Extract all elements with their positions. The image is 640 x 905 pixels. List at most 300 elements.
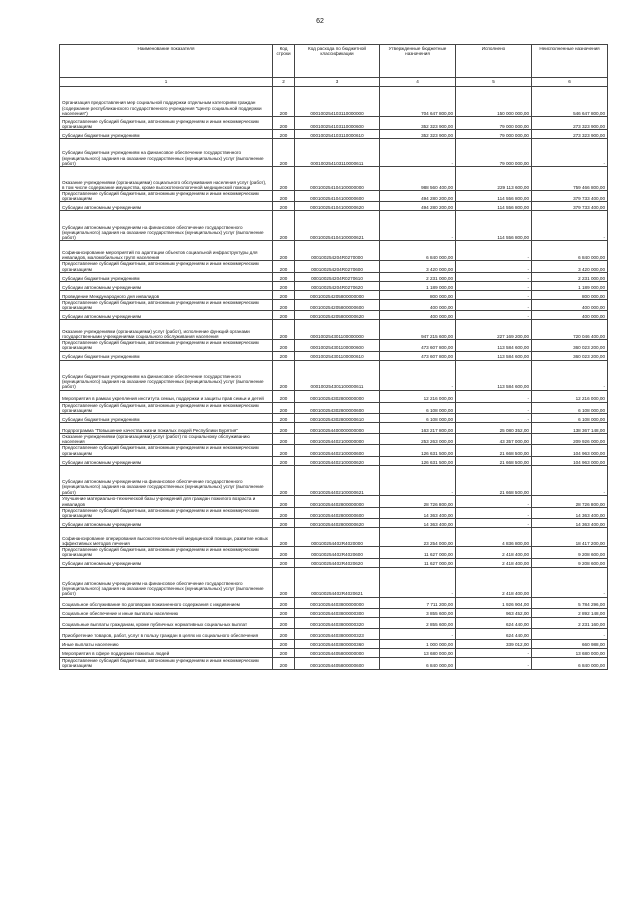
row-line-code-cell: 200: [273, 519, 295, 528]
row-budget-code-cell: 000100254302800000600: [295, 402, 380, 413]
row-budget-code-cell: 000100254104100000621: [295, 211, 380, 241]
column-number: 6: [532, 78, 608, 87]
row-approved-cell: -: [380, 465, 456, 495]
row-unexecuted-cell: -: [532, 465, 608, 495]
row-executed-cell: -: [456, 241, 532, 261]
row-executed-cell: -: [456, 495, 532, 507]
row-approved-cell: 126 631 500,00: [380, 445, 456, 456]
row-unexecuted-cell: 360 023 200,00: [532, 340, 608, 351]
header-row: [60, 45, 608, 78]
row-approved-cell: 494 280 200,00: [380, 191, 456, 202]
row-budget-code-cell: 000100254205800000000: [295, 290, 380, 299]
row-name-cell: Оказание учреждениями (организациями) социального обслуживания населения услуг (работ), в том числе содержание имущества, кроме высокотехнологичной медицинской помощи: [60, 167, 273, 191]
row-budget-code-cell: 000100254204R0270000: [295, 241, 380, 261]
table-row: [60, 272, 608, 281]
row-name-cell: Субсидии бюджетным учреждениям: [60, 272, 273, 281]
row-name-cell: Софинансирование мероприятий по адаптации объектов социальной инфраструктуры для инвалидов, маломобильных групп населения: [60, 241, 273, 261]
row-approved-cell: 13 680 000,00: [380, 648, 456, 657]
row-budget-code-cell: 000100254402800000600: [295, 507, 380, 518]
row-approved-cell: 1 189 000,00: [380, 281, 456, 290]
row-line-code-cell: 200: [273, 117, 295, 130]
row-line-code-cell: 200: [273, 320, 295, 340]
table-row: [60, 202, 608, 211]
row-name-cell: Субсидии автономным учреждениям: [60, 558, 273, 567]
row-executed-cell: 229 113 600,00: [456, 167, 532, 191]
row-unexecuted-cell: -: [532, 360, 608, 390]
row-budget-code-cell: 000100254402800000000: [295, 495, 380, 507]
row-approved-cell: 6 108 000,00: [380, 402, 456, 413]
row-name-cell: Предоставление субсидий бюджетным, автономным учреждениям и иным некоммерческим организациям: [60, 402, 273, 413]
row-approved-cell: 473 607 800,00: [380, 351, 456, 360]
row-executed-cell: -: [456, 507, 532, 518]
column-number-row: [60, 78, 608, 87]
table-row: [60, 528, 608, 547]
row-line-code-cell: 200: [273, 445, 295, 456]
table-row: [60, 351, 608, 360]
row-line-code-cell: 200: [273, 360, 295, 390]
row-name-cell: Субсидии бюджетным учреждениям на финансовое обеспечение государственного (муниципального) задания на оказание государственных (муниципальных) услуг (выполнение работ): [60, 139, 273, 167]
row-line-code-cell: 200: [273, 547, 295, 558]
row-line-code-cell: 200: [273, 130, 295, 139]
table-row: [60, 281, 608, 290]
table-row: [60, 628, 608, 639]
row-unexecuted-cell: 2 892 148,00: [532, 608, 608, 617]
row-budget-code-cell: 000100254301100000610: [295, 351, 380, 360]
row-unexecuted-cell: 660 988,00: [532, 639, 608, 648]
row-name-cell: Предоставление субсидий бюджетным, автономным учреждениям и иным некоммерческим организациям: [60, 261, 273, 272]
row-approved-cell: -: [380, 139, 456, 167]
table-row: [60, 608, 608, 617]
row-line-code-cell: 200: [273, 423, 295, 434]
table-row: [60, 639, 608, 648]
table-row: [60, 445, 608, 456]
table-row: [60, 402, 608, 413]
row-name-cell: Субсидии бюджетным учреждениям: [60, 130, 273, 139]
row-unexecuted-cell: 138 367 148,00: [532, 423, 608, 434]
row-executed-cell: 114 556 800,00: [456, 191, 532, 202]
table-row: [60, 320, 608, 340]
row-approved-cell: 126 631 500,00: [380, 456, 456, 465]
row-line-code-cell: 200: [273, 465, 295, 495]
row-executed-cell: 79 000 000,00: [456, 139, 532, 167]
row-executed-cell: 113 584 600,00: [456, 360, 532, 390]
row-executed-cell: -: [456, 390, 532, 402]
row-line-code-cell: 200: [273, 87, 295, 117]
row-executed-cell: -: [456, 519, 532, 528]
row-executed-cell: 624 440,00: [456, 617, 532, 628]
row-executed-cell: 21 668 500,00: [456, 465, 532, 495]
row-unexecuted-cell: -: [532, 139, 608, 167]
row-budget-code-cell: 000100254402R4020000: [295, 528, 380, 547]
row-name-cell: Мероприятия в сфере поддержки пожилых людей: [60, 648, 273, 657]
row-line-code-cell: 200: [273, 414, 295, 423]
table-row: [60, 299, 608, 310]
row-name-cell: Предоставление субсидий бюджетным, автономным учреждениям и иным некоммерческим организациям: [60, 117, 273, 130]
table-row: [60, 311, 608, 320]
row-budget-code-cell: 000100254403800000320: [295, 617, 380, 628]
row-name-cell: Оказание учреждениями (организациями) услуг (работ), исполнение функций органами государственными учреждениями социального обслуживания населения: [60, 320, 273, 340]
row-executed-cell: -: [456, 657, 532, 669]
row-budget-code-cell: 000100254403800000360: [295, 639, 380, 648]
row-name-cell: Социальные выплаты гражданам, кроме публичных нормативных социальных выплат: [60, 617, 273, 628]
row-unexecuted-cell: 28 726 800,00: [532, 495, 608, 507]
row-unexecuted-cell: -: [532, 628, 608, 639]
row-line-code-cell: 200: [273, 495, 295, 507]
row-executed-cell: 114 556 800,00: [456, 202, 532, 211]
row-name-cell: Субсидии автономным учреждениям: [60, 519, 273, 528]
row-approved-cell: 6 840 000,00: [380, 657, 456, 669]
row-name-cell: Предоставление субсидий бюджетным, автономным учреждениям и иным некоммерческим организациям: [60, 657, 273, 669]
row-line-code-cell: 200: [273, 272, 295, 281]
row-budget-code-cell: 000100254403800000300: [295, 608, 380, 617]
row-executed-cell: -: [456, 261, 532, 272]
row-unexecuted-cell: 9 208 600,00: [532, 547, 608, 558]
row-executed-cell: 79 000 000,00: [456, 130, 532, 139]
row-executed-cell: 21 668 500,00: [456, 456, 532, 465]
row-unexecuted-cell: 379 733 400,00: [532, 191, 608, 202]
row-budget-code-cell: 000100254402R4020621: [295, 567, 380, 597]
table-row: [60, 340, 608, 351]
row-budget-code-cell: 000100254402100000621: [295, 465, 380, 495]
row-executed-cell: 1 926 904,00: [456, 597, 532, 608]
row-line-code-cell: 200: [273, 241, 295, 261]
row-approved-cell: 28 726 800,00: [380, 495, 456, 507]
row-executed-cell: 339 012,00: [456, 639, 532, 648]
row-name-cell: Предоставление субсидий бюджетным, автономным учреждениям и иным некоммерческим организациям: [60, 191, 273, 202]
row-name-cell: Субсидии автономным учреждениям: [60, 456, 273, 465]
table-row: [60, 657, 608, 669]
row-unexecuted-cell: 360 023 200,00: [532, 351, 608, 360]
row-approved-cell: 1 000 000,00: [380, 639, 456, 648]
table-row: [60, 261, 608, 272]
row-name-cell: Проведение Международного дня инвалидов: [60, 290, 273, 299]
row-approved-cell: 3 855 600,00: [380, 608, 456, 617]
row-approved-cell: 6 840 000,00: [380, 241, 456, 261]
header-executed: Исполнено: [456, 45, 532, 78]
row-executed-cell: 2 418 400,00: [456, 547, 532, 558]
row-unexecuted-cell: 13 680 000,00: [532, 648, 608, 657]
row-budget-code-cell: 000100254104100000620: [295, 202, 380, 211]
row-budget-code-cell: 000100254103110000000: [295, 87, 380, 117]
row-unexecuted-cell: 14 363 400,00: [532, 519, 608, 528]
row-budget-code-cell: 000100254402R4020600: [295, 547, 380, 558]
row-line-code-cell: 200: [273, 390, 295, 402]
row-unexecuted-cell: 720 046 400,00: [532, 320, 608, 340]
row-approved-cell: 400 000,00: [380, 311, 456, 320]
row-line-code-cell: 200: [273, 299, 295, 310]
row-name-cell: Субсидии бюджетным учреждениям на финансовое обеспечение государственного (муниципального) задания на оказание государственных (муниципальных) услуг (выполнение работ): [60, 360, 273, 390]
row-executed-cell: 2 418 400,00: [456, 558, 532, 567]
row-approved-cell: -: [380, 567, 456, 597]
table-row: [60, 390, 608, 402]
row-line-code-cell: 200: [273, 456, 295, 465]
row-line-code-cell: 200: [273, 202, 295, 211]
row-line-code-cell: 200: [273, 311, 295, 320]
row-unexecuted-cell: 6 108 000,00: [532, 402, 608, 413]
row-budget-code-cell: 000100254402100000620: [295, 456, 380, 465]
row-budget-code-cell: 000100254402100000000: [295, 434, 380, 445]
row-line-code-cell: 200: [273, 628, 295, 639]
row-unexecuted-cell: 18 417 200,00: [532, 528, 608, 547]
row-budget-code-cell: 000100254104100000600: [295, 191, 380, 202]
row-budget-code-cell: 000100254402100000600: [295, 445, 380, 456]
row-unexecuted-cell: -: [532, 211, 608, 241]
row-unexecuted-cell: 2 231 000,00: [532, 272, 608, 281]
row-unexecuted-cell: 379 733 400,00: [532, 202, 608, 211]
row-approved-cell: 988 560 400,00: [380, 167, 456, 191]
table-row: [60, 360, 608, 390]
row-unexecuted-cell: 1 189 000,00: [532, 281, 608, 290]
row-budget-code-cell: 000100254103110000610: [295, 130, 380, 139]
row-name-cell: Субсидии автономным учреждениям: [60, 281, 273, 290]
row-unexecuted-cell: 6 108 000,00: [532, 414, 608, 423]
row-name-cell: Улучшение материально-технической базы учреждений для граждан пожилого возраста и инвалидов: [60, 495, 273, 507]
column-number: 1: [60, 78, 273, 87]
row-executed-cell: -: [456, 281, 532, 290]
row-line-code-cell: 200: [273, 597, 295, 608]
row-approved-cell: 352 323 900,00: [380, 130, 456, 139]
row-unexecuted-cell: 759 466 800,00: [532, 167, 608, 191]
row-budget-code-cell: 000100254402R4020620: [295, 558, 380, 567]
row-executed-cell: 227 169 200,00: [456, 320, 532, 340]
row-line-code-cell: 200: [273, 528, 295, 547]
row-name-cell: Субсидии автономным учреждениям на финансовое обеспечение государственного (муниципального) задания на оказание государственных (муниципальных) услуг (выполнение работ): [60, 567, 273, 597]
row-budget-code-cell: 000100254205800000600: [295, 299, 380, 310]
row-line-code-cell: 200: [273, 139, 295, 167]
table-body: [60, 87, 608, 670]
row-executed-cell: -: [456, 648, 532, 657]
row-line-code-cell: 200: [273, 191, 295, 202]
column-number: 5: [456, 78, 532, 87]
row-unexecuted-cell: 6 840 000,00: [532, 657, 608, 669]
row-name-cell: Субсидии бюджетным учреждениям: [60, 351, 273, 360]
table-row: [60, 558, 608, 567]
row-approved-cell: 704 647 800,00: [380, 87, 456, 117]
row-approved-cell: 163 217 800,00: [380, 423, 456, 434]
row-line-code-cell: 200: [273, 281, 295, 290]
header-unexecuted: Неисполненные назначения: [532, 45, 608, 78]
row-budget-code-cell: 000100254204R0270610: [295, 272, 380, 281]
row-executed-cell: -: [456, 272, 532, 281]
row-line-code-cell: 200: [273, 657, 295, 669]
row-approved-cell: 12 216 000,00: [380, 390, 456, 402]
row-approved-cell: 23 254 000,00: [380, 528, 456, 547]
row-unexecuted-cell: 3 420 000,00: [532, 261, 608, 272]
header-budget-code: Код расхода по бюджетной классификации: [295, 45, 380, 78]
row-budget-code-cell: 000100254204R0270600: [295, 261, 380, 272]
row-budget-code-cell: 000100254302800000610: [295, 414, 380, 423]
row-unexecuted-cell: 400 000,00: [532, 299, 608, 310]
table-row: [60, 191, 608, 202]
row-budget-code-cell: 000100254405800000000: [295, 648, 380, 657]
row-name-cell: Иные выплаты населению: [60, 639, 273, 648]
column-number: 2: [273, 78, 295, 87]
row-budget-code-cell: 000100254302800000000: [295, 390, 380, 402]
row-name-cell: Социальное обеспечение и иные выплаты населению: [60, 608, 273, 617]
row-budget-code-cell: 000100254403800000000: [295, 597, 380, 608]
row-approved-cell: 2 855 600,00: [380, 617, 456, 628]
table-row: [60, 117, 608, 130]
row-approved-cell: 400 000,00: [380, 299, 456, 310]
row-name-cell: Предоставление субсидий бюджетным, автономным учреждениям и иным некоммерческим организациям: [60, 547, 273, 558]
row-executed-cell: 79 000 000,00: [456, 117, 532, 130]
page-number: 62: [316, 18, 324, 25]
row-unexecuted-cell: -: [532, 567, 608, 597]
row-executed-cell: -: [456, 311, 532, 320]
table-row: [60, 211, 608, 241]
row-name-cell: Предоставление субсидий бюджетным, автономным учреждениям и иным некоммерческим организациям: [60, 507, 273, 518]
table-row: [60, 414, 608, 423]
row-approved-cell: 800 000,00: [380, 290, 456, 299]
row-unexecuted-cell: 209 926 000,00: [532, 434, 608, 445]
row-executed-cell: 150 000 000,00: [456, 87, 532, 117]
row-line-code-cell: 200: [273, 340, 295, 351]
row-approved-cell: 11 627 000,00: [380, 547, 456, 558]
row-unexecuted-cell: 2 231 160,00: [532, 617, 608, 628]
row-approved-cell: 253 263 000,00: [380, 434, 456, 445]
row-approved-cell: 7 711 200,00: [380, 597, 456, 608]
row-line-code-cell: 200: [273, 261, 295, 272]
row-executed-cell: 4 836 800,00: [456, 528, 532, 547]
row-approved-cell: 947 215 600,00: [380, 320, 456, 340]
row-approved-cell: 494 280 200,00: [380, 202, 456, 211]
row-unexecuted-cell: 14 363 400,00: [532, 507, 608, 518]
table-row: [60, 648, 608, 657]
row-budget-code-cell: 000100254205800000620: [295, 311, 380, 320]
row-executed-cell: -: [456, 299, 532, 310]
column-number: 3: [295, 78, 380, 87]
header-line-code: Код строки: [273, 45, 295, 78]
row-executed-cell: 25 080 352,00: [456, 423, 532, 434]
table-row: [60, 617, 608, 628]
table-row: [60, 87, 608, 117]
row-approved-cell: -: [380, 360, 456, 390]
table-row: [60, 597, 608, 608]
row-executed-cell: 114 556 800,00: [456, 211, 532, 241]
row-approved-cell: -: [380, 211, 456, 241]
table-row: [60, 167, 608, 191]
row-budget-code-cell: 000100254301100000611: [295, 360, 380, 390]
table-row: [60, 434, 608, 445]
row-executed-cell: 113 584 600,00: [456, 351, 532, 360]
row-budget-code-cell: 000100254402800000620: [295, 519, 380, 528]
row-line-code-cell: 200: [273, 167, 295, 191]
table-row: [60, 290, 608, 299]
table-row: [60, 241, 608, 261]
row-approved-cell: 14 363 400,00: [380, 519, 456, 528]
row-name-cell: Организация предоставления мер социальной поддержки отдельным категориям граждан (содержание республиканского государственного учреждения "Центр социальной поддержки населения"): [60, 87, 273, 117]
row-budget-code-cell: 000100254103110000611: [295, 139, 380, 167]
row-budget-code-cell: 000100254301100000000: [295, 320, 380, 340]
row-name-cell: Подпрограмма "Повышение качества жизни пожилых людей Республики Бурятия": [60, 423, 273, 434]
row-line-code-cell: 200: [273, 402, 295, 413]
row-unexecuted-cell: 12 216 000,00: [532, 390, 608, 402]
table-row: [60, 495, 608, 507]
table-row: [60, 130, 608, 139]
row-name-cell: Мероприятия в рамках укрепления института семьи, поддержки и защиты прав семьи и детей: [60, 390, 273, 402]
budget-execution-table: [59, 44, 608, 670]
table-row: [60, 456, 608, 465]
table-row: [60, 547, 608, 558]
table-row: [60, 507, 608, 518]
row-budget-code-cell: 000100254204R0270620: [295, 281, 380, 290]
row-name-cell: Субсидии автономным учреждениям на финансовое обеспечение государственного (муниципального) задания на оказание государственных (муниципальных) услуг (выполнение работ): [60, 211, 273, 241]
row-line-code-cell: 200: [273, 648, 295, 657]
row-name-cell: Предоставление субсидий бюджетным, автономным учреждениям и иным некоммерческим организациям: [60, 299, 273, 310]
row-name-cell: Приобретение товаров, работ, услуг в пользу граждан в целях их социального обеспечения: [60, 628, 273, 639]
row-budget-code-cell: 000100254405800000600: [295, 657, 380, 669]
row-unexecuted-cell: 273 323 900,00: [532, 117, 608, 130]
row-unexecuted-cell: 5 784 296,00: [532, 597, 608, 608]
row-line-code-cell: 200: [273, 290, 295, 299]
row-line-code-cell: 200: [273, 351, 295, 360]
row-name-cell: Субсидии автономным учреждениям: [60, 202, 273, 211]
row-executed-cell: 43 357 000,00: [456, 434, 532, 445]
row-line-code-cell: 200: [273, 558, 295, 567]
row-budget-code-cell: 000100254400000000000: [295, 423, 380, 434]
row-name-cell: Предоставление субсидий бюджетным, автономным учреждениям и иным некоммерческим организациям: [60, 445, 273, 456]
column-number: 4: [380, 78, 456, 87]
row-unexecuted-cell: 546 647 800,00: [532, 87, 608, 117]
row-approved-cell: 2 231 000,00: [380, 272, 456, 281]
row-name-cell: Субсидии автономным учреждениям: [60, 311, 273, 320]
row-executed-cell: 2 418 400,00: [456, 567, 532, 597]
row-approved-cell: 3 420 000,00: [380, 261, 456, 272]
row-unexecuted-cell: 9 208 600,00: [532, 558, 608, 567]
row-unexecuted-cell: 400 000,00: [532, 311, 608, 320]
row-approved-cell: 11 627 000,00: [380, 558, 456, 567]
row-line-code-cell: 200: [273, 507, 295, 518]
row-approved-cell: 473 607 800,00: [380, 340, 456, 351]
row-name-cell: Софинансирование оперирования высокотехнологичной медицинской помощи, развитие новых эффективных методов лечения: [60, 528, 273, 547]
row-executed-cell: 963 452,00: [456, 608, 532, 617]
row-unexecuted-cell: 104 963 000,00: [532, 445, 608, 456]
row-unexecuted-cell: 800 000,00: [532, 290, 608, 299]
table-row: [60, 519, 608, 528]
row-name-cell: Предоставление субсидий бюджетным, автономным учреждениям и иным некоммерческим организациям: [60, 340, 273, 351]
row-name-cell: Субсидии автономным учреждениям на финансовое обеспечение государственного (муниципального) задания на оказание государственных (муниципальных) услуг (выполнение работ): [60, 465, 273, 495]
row-approved-cell: 14 363 400,00: [380, 507, 456, 518]
row-unexecuted-cell: 273 323 900,00: [532, 130, 608, 139]
row-approved-cell: -: [380, 628, 456, 639]
row-budget-code-cell: 000100254301100000600: [295, 340, 380, 351]
row-line-code-cell: 200: [273, 211, 295, 241]
row-line-code-cell: 200: [273, 608, 295, 617]
row-line-code-cell: 200: [273, 617, 295, 628]
row-budget-code-cell: 000100254403800000323: [295, 628, 380, 639]
table-row: [60, 567, 608, 597]
row-name-cell: Оказание учреждениями (организациями) услуг (работ) по социальному обслуживанию населения: [60, 434, 273, 445]
row-executed-cell: 21 668 500,00: [456, 445, 532, 456]
row-line-code-cell: 200: [273, 434, 295, 445]
header-indicator-name: Наименование показателя: [60, 45, 273, 78]
row-unexecuted-cell: 104 963 000,00: [532, 456, 608, 465]
row-executed-cell: -: [456, 414, 532, 423]
row-executed-cell: -: [456, 402, 532, 413]
row-approved-cell: 352 323 900,00: [380, 117, 456, 130]
row-executed-cell: 624 440,00: [456, 628, 532, 639]
row-executed-cell: -: [456, 290, 532, 299]
table-row: [60, 139, 608, 167]
row-budget-code-cell: 000100254103110000600: [295, 117, 380, 130]
row-name-cell: Субсидии бюджетным учреждениям: [60, 414, 273, 423]
row-unexecuted-cell: 6 840 000,00: [532, 241, 608, 261]
row-line-code-cell: 200: [273, 639, 295, 648]
table-row: [60, 423, 608, 434]
row-executed-cell: 113 584 600,00: [456, 340, 532, 351]
table-row: [60, 465, 608, 495]
row-budget-code-cell: 000100254104100000000: [295, 167, 380, 191]
